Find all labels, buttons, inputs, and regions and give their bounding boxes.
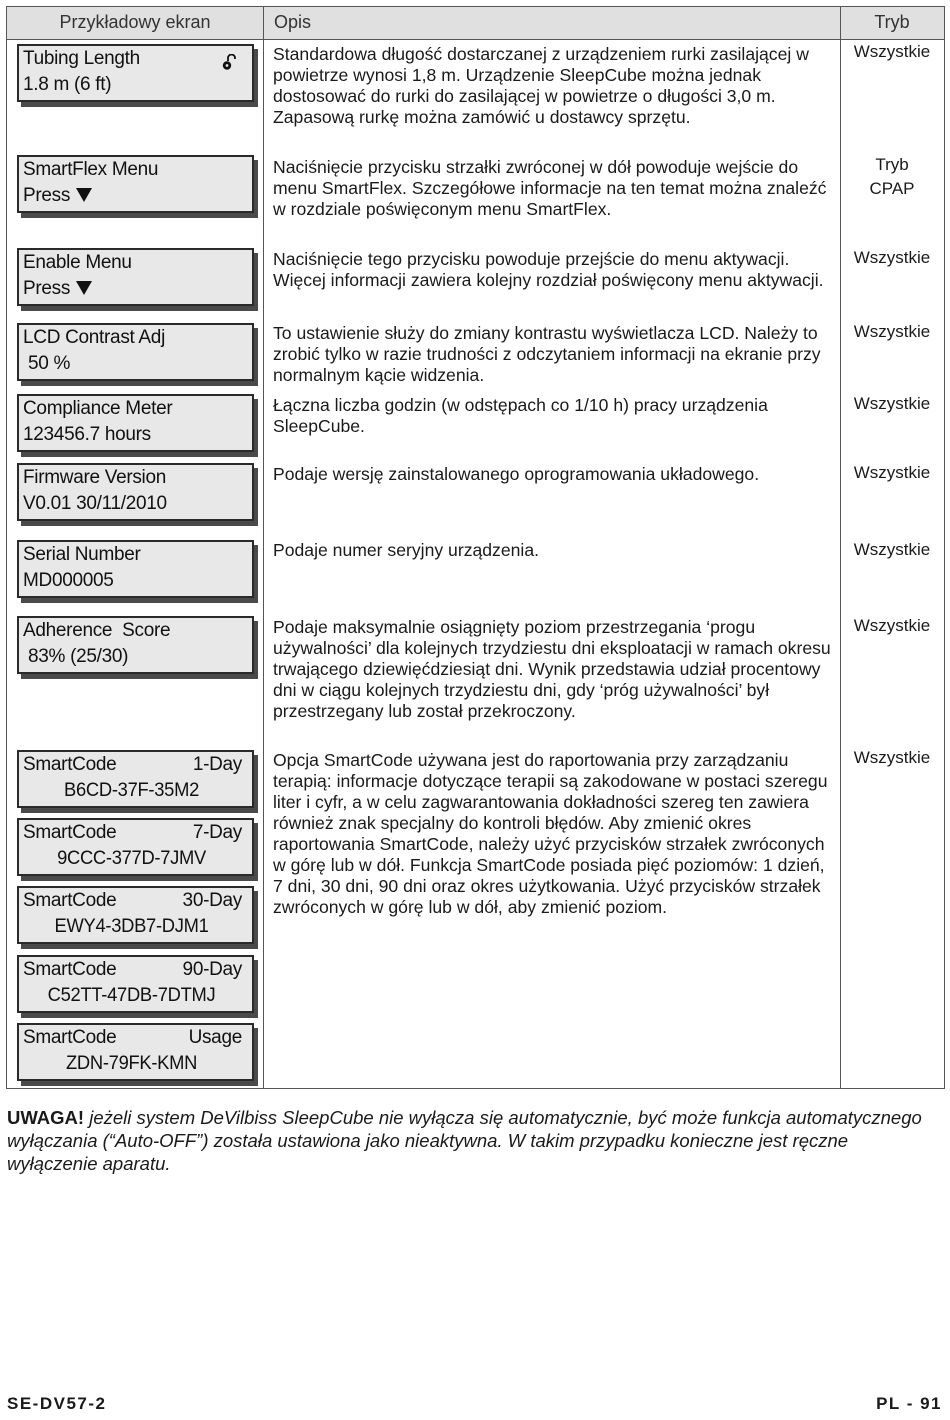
mode-line2: CPAP (869, 179, 915, 198)
lcd-screen-smartflex-menu (17, 155, 254, 213)
mode-serial-number: Wszystkie (853, 540, 931, 559)
description-smartflex-menu: Naciśnięcie przycisku strzałki zwróconej w dół powoduje wejście do menu SmartFlex. Szczegółowe informacje na ten temat można znaleźć w rozdziale poświęconym menu SmartFlex. (273, 157, 827, 219)
smartcode-period: 90-Day (182, 959, 242, 980)
lcd-screen-smartcode-7day (17, 818, 254, 876)
description-adherence-score: Podaje maksymalnie osiągnięty poziom przestrzegania ‘progu używalności’ dla kolejnych trzydziestu dni eksploatacji w ramach okresu trwającego dziewięćdziesiąt dni. Wynik przedstawia udział procentowy dni w ciągu kolejnych trzydziestu dni, gdy ‘próg używalności’ był przestrzegany lub został przekroczony. (273, 617, 831, 721)
lcd-line2: Press (23, 278, 92, 300)
lcd-line2: 50 % (23, 353, 71, 374)
lcd-screen-enable-menu (17, 248, 254, 306)
description-serial-number: Podaje numer seryjny urządzenia. (273, 540, 540, 560)
mode-firmware-version: Wszystkie (853, 463, 931, 482)
lcd-line2: 83% (25/30) (23, 646, 129, 667)
smartcode-period: 30-Day (182, 890, 242, 911)
down-arrow-icon (76, 281, 92, 295)
lcd-screen-smartcode-90day (17, 955, 254, 1013)
table-border-bottom (6, 1088, 945, 1089)
lcd-line1: SmartCode (23, 1027, 117, 1048)
description-contrast: To ustawienie służy do zmiany kontrastu wyświetlacza LCD. Należy to zrobić tylko w razie trudności z odczytaniem informacji na ekranie przy normalnym kącie widzenia. (273, 323, 821, 385)
mode-contrast: Wszystkie (853, 322, 931, 341)
lcd-screen-smartcode-30day (17, 886, 254, 944)
smartcode-value: ZDN-79FK-KMN (65, 1053, 198, 1074)
mode-enable-menu: Wszystkie (853, 248, 931, 267)
warning-note (7, 1106, 937, 1175)
table-border-left (6, 6, 7, 1089)
description-tubing-length: Standardowa długość dostarczanej z urządzeniem rurki zasilającej w powietrze wynosi 1,8 m. Urządzenie SleepCube można jednak dostosować do rurki do zasilającej w powietrze o długości 3,0 m. Zapasową rurkę można zamówić u dostawcy sprzętu. (273, 44, 809, 127)
smartcode-value: B6CD-37F-35M2 (64, 780, 200, 801)
lcd-line1: SmartCode (23, 959, 117, 980)
lcd-line1: Serial Number (23, 544, 141, 565)
lcd-screen-tubing-length (17, 44, 254, 102)
smartcode-period: 1-Day (192, 754, 242, 775)
smartcode-value: 9CCC-377D-7JMV (57, 848, 207, 869)
mode-tubing-length: Wszystkie (853, 42, 931, 61)
mode-adherence-score: Wszystkie (853, 616, 931, 635)
lcd-screen-smartcode-usage (17, 1023, 254, 1081)
table-border-right (944, 6, 945, 1089)
lcd-line1: Firmware Version (23, 467, 167, 488)
lock-open-icon (222, 54, 236, 76)
lcd-line1: Tubing Length (23, 48, 140, 69)
header-divider (6, 39, 945, 40)
lcd-line1: Compliance Meter (23, 398, 173, 419)
description-smartcode: Opcja SmartCode używana jest do raportowania przy zarządzaniu terapią: informacje dotyczące terapii są zakodowane w postaci szeregu liter i cyfr, a w celu zagwarantowania dokładności szereg ten zawiera również znak specjalny do kontroli błędów. Aby zmienić okres raportowania SmartCode, należy użyć przycisków strzałek zwróconych w górę lub w dół. Funkcja SmartCode posiada pięć poziomów: 1 dzień, 7 dni, 30 dni, 90 dni oraz okres użytkowania. Użyć przycisków strzałek zwróconych w górę lub w dół, aby zmienić poziom. (273, 750, 828, 917)
header-sample-screen: Przykładowy ekran (7, 6, 263, 39)
column-divider-1 (263, 6, 264, 1089)
lcd-screen-contrast (17, 323, 254, 381)
warning-label: UWAGA! (7, 1107, 85, 1128)
mode-line1: Tryb (875, 155, 909, 174)
lcd-line1: Adherence Score (23, 620, 171, 641)
lcd-line2: Press (23, 185, 92, 207)
footer-page-number: PL - 91 (876, 1394, 942, 1413)
warning-text: jeżeli system DeVilbiss SleepCube nie wyłącza się automatycznie, być może funkcja automatycznego wyłączania (“Auto-OFF”) została ustawiona jako nieaktywna. W takim przypadku konieczne jest ręczne wyłączenie aparatu. (7, 1107, 922, 1174)
lcd-line1: SmartCode (23, 890, 117, 911)
header-description: Opis (264, 6, 840, 39)
smartcode-period: Usage (188, 1027, 242, 1048)
lcd-line2: V0.01 30/11/2010 (23, 493, 167, 514)
lcd-line2: MD000005 (23, 570, 114, 591)
lcd-line1: Enable Menu (23, 252, 132, 273)
smartcode-value: C52TT-47DB-7DTMJ (47, 985, 216, 1006)
footer-document-code: SE-DV57-2 (7, 1394, 107, 1413)
lcd-line1: SmartCode (23, 754, 117, 775)
down-arrow-icon (76, 188, 92, 202)
mode-smartflex-menu (840, 153, 944, 201)
lcd-screen-adherence-score (17, 616, 254, 674)
header-mode: Tryb (840, 6, 944, 39)
lcd-line1: SmartFlex Menu (23, 159, 159, 180)
lcd-screen-serial-number (17, 540, 254, 598)
table-border-top (6, 6, 945, 7)
lcd-line2: 1.8 m (6 ft) (23, 74, 112, 95)
lcd-screen-firmware-version (17, 463, 254, 521)
lcd-line1: SmartCode (23, 822, 117, 843)
smartcode-value: EWY4-3DB7-DJM1 (54, 916, 209, 937)
mode-compliance-meter: Wszystkie (853, 394, 931, 413)
lcd-screen-smartcode-1day (17, 750, 254, 808)
mode-smartcode: Wszystkie (853, 748, 931, 767)
lcd-screen-compliance-meter (17, 394, 254, 452)
description-firmware-version: Podaje wersję zainstalowanego oprogramowania układowego. (273, 464, 760, 484)
smartcode-period: 7-Day (192, 822, 242, 843)
lcd-line2: 123456.7 hours (23, 424, 151, 445)
description-enable-menu: Naciśnięcie tego przycisku powoduje przejście do menu aktywacji. Więcej informacji zawiera kolejny rozdział poświęcony menu aktywacji. (273, 249, 824, 290)
lcd-line1: LCD Contrast Adj (23, 327, 165, 348)
description-compliance-meter: Łączna liczba godzin (w odstępach co 1/10 h) pracy urządzenia SleepCube. (273, 395, 768, 436)
